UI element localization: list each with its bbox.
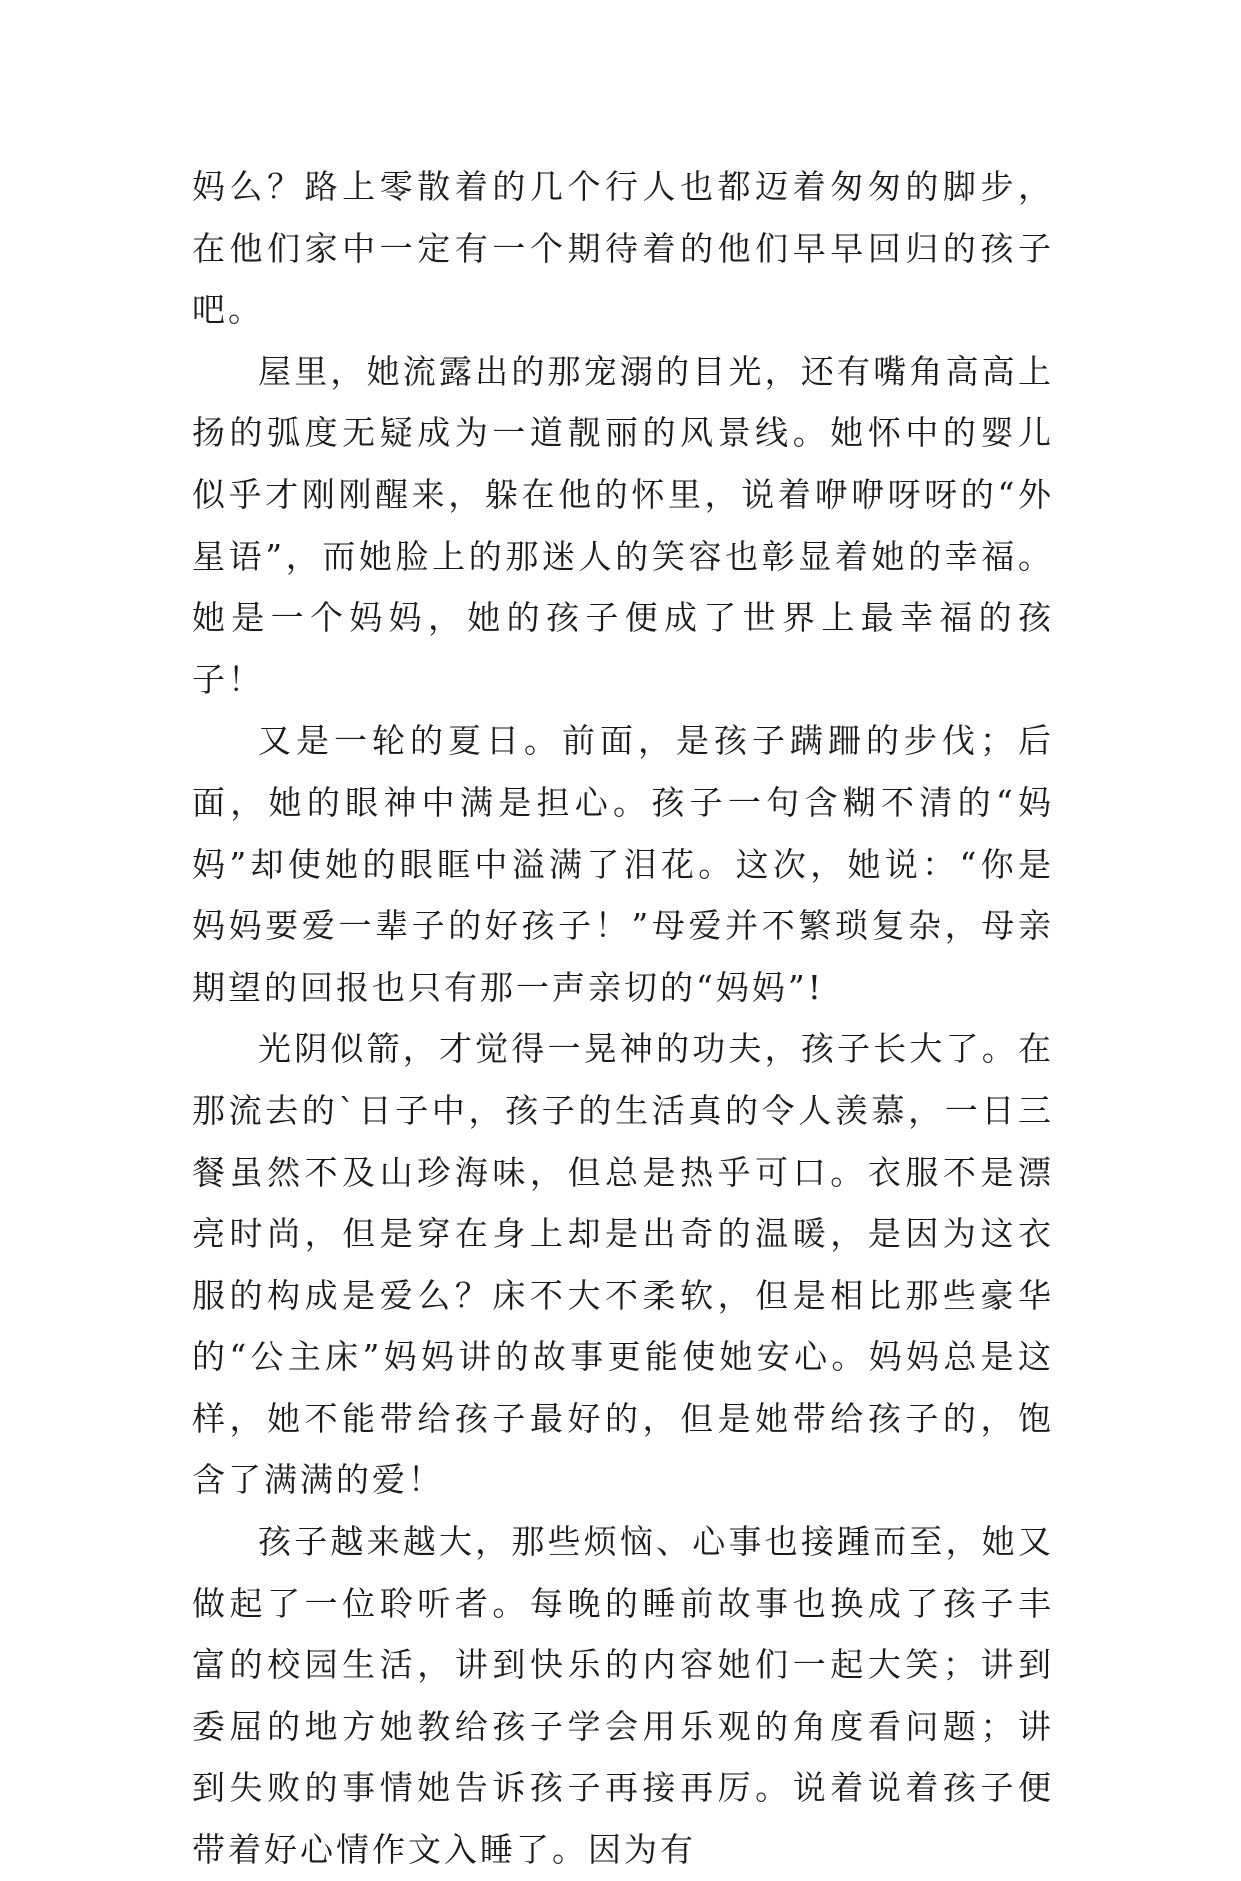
paragraph-3: 又是一轮的夏日。前面，是孩子蹒跚的步伐；后面，她的眼神中满是担心。孩子一句含糊不清的“妈妈”却使她的眼眶中溢满了泪花。这次，她说：“你是妈妈要爱一辈子的好孩子！”母爱并不繁琐复杂，母亲期望的回报也只有那一声亲切的“妈妈”! [192, 721, 1054, 1007]
paragraph-5: 孩子越来越大，那些烦恼、心事也接踵而至，她又做起了一位聆听者。每晚的睡前故事也换成了孩子丰富的校园生活，讲到快乐的内容她们一起大笑；讲到委屈的地方她教给孩子学会用乐观的角度看问题；讲到失败的事情她告诉孩子再接再厉。说着说着孩子便带着好心情作文入睡了。因为有 [192, 1522, 1054, 1870]
paragraph-1: 妈么？路上零散着的几个行人也都迈着匆匆的脚步，在他们家中一定有一个期待着的他们早早回归的孩子吧。 [192, 167, 1054, 330]
document-body [192, 156, 1054, 1881]
paragraph-2: 屋里，她流露出的那宠溺的目光，还有嘴角高高上扬的弧度无疑成为一道靓丽的风景线。她怀中的婴儿似乎才刚刚醒来，躲在他的怀里，说着咿咿呀呀的“外星语”，而她脸上的那迷人的笑容也彰显着她的幸福。她是一个妈妈，她的孩子便成了世界上最幸福的孩子！ [192, 351, 1054, 699]
paragraph-4: 光阴似箭，才觉得一晃神的功夫，孩子长大了。在那流去的`日子中，孩子的生活真的令人羡慕，一日三餐虽然不及山珍海味，但总是热乎可口。衣服不是漂亮时尚，但是穿在身上却是出奇的温暖，是因为这衣服的构成是爱么？床不大不柔软，但是相比那些豪华的“公主床”妈妈讲的故事更能使她安心。妈妈总是这样，她不能带给孩子最好的，但是她带给孩子的，饱含了满满的爱！ [192, 1029, 1054, 1500]
